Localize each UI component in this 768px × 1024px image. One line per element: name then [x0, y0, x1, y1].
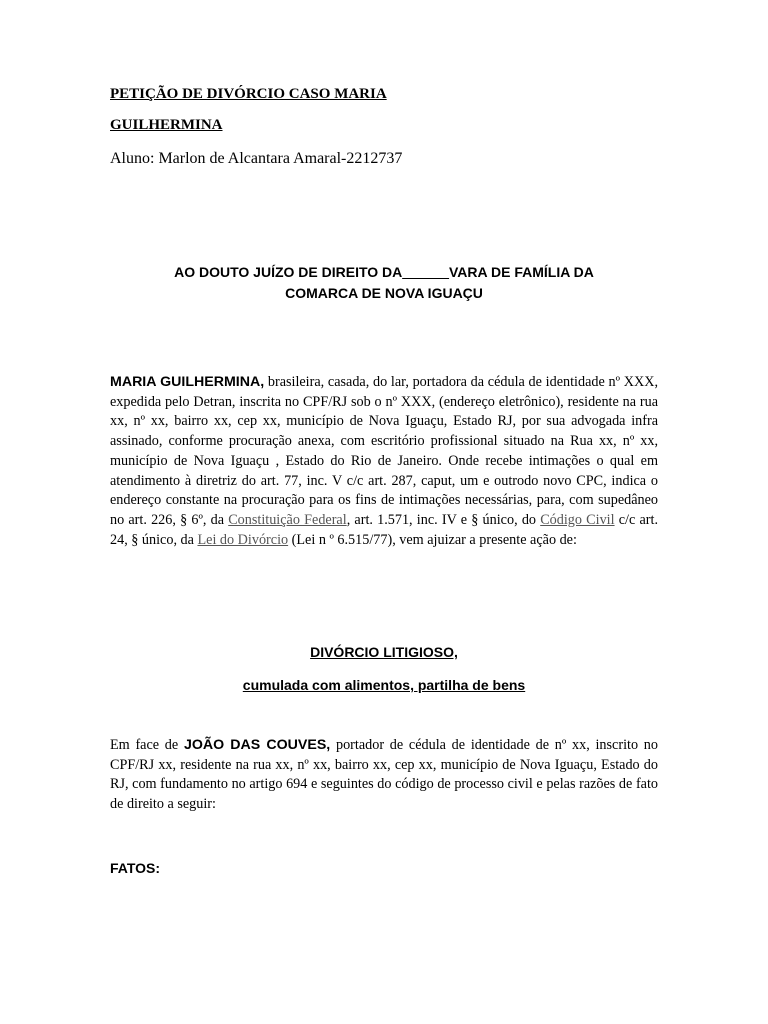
- defendant-prefix: Em face de: [110, 737, 184, 753]
- section-fatos-heading: FATOS:: [110, 860, 161, 876]
- court-address-line2: COMARCA DE NOVA IGUAÇU: [285, 285, 483, 301]
- link-codigo-civil[interactable]: Código Civil: [540, 511, 615, 528]
- link-lei-do-divorcio[interactable]: Lei do Divórcio: [197, 531, 289, 548]
- plaintiff-text-c: c/c art. 24, § único, da: [110, 511, 658, 548]
- action-heading: DIVÓRCIO LITIGIOSO,: [310, 644, 458, 660]
- defendant-paragraph: [110, 736, 658, 815]
- link-constituicao-federal[interactable]: Constituição Federal: [228, 511, 347, 528]
- court-address-part1: AO DOUTO JUÍZO DE DIREITO DA: [174, 264, 403, 280]
- defendant-name: JOÃO DAS COUVES,: [183, 737, 331, 753]
- plaintiff-paragraph: [110, 373, 658, 550]
- court-address-blank: ______: [402, 264, 449, 280]
- plaintiff-text-b: , art. 1.571, inc. IV e § único, do: [346, 511, 541, 528]
- plaintiff-text-d: (Lei n º 6.515/77), vem ajuizar a presente ação de:: [288, 531, 577, 548]
- document-title-line-1: PETIÇÃO DE DIVÓRCIO CASO MARIA: [110, 86, 387, 102]
- action-subheading: cumulada com alimentos, partilha de bens: [242, 677, 526, 693]
- defendant-text: portador de cédula de identidade de nº xx, inscrito no CPF/RJ xx, residente na rua xx, nº xx, bairro xx, cep xx, município de Nova Iguaçu, Estado do RJ, com fundamento no artigo 694 e seguintes do código de processo civil e pelas razões de fato de direito a seguir:: [110, 737, 658, 813]
- plaintiff-name: MARIA GUILHERMINA,: [110, 374, 265, 390]
- court-address-part2: VARA DE FAMÍLIA DA: [448, 264, 594, 280]
- student-name: Aluno: Marlon de Alcantara Amaral-2212737: [110, 150, 403, 167]
- court-address: [110, 262, 658, 304]
- plaintiff-text-a: brasileira, casada, do lar, portadora da cédula de identidade nº XXX, expedida pelo Detran, inscrita no CPF/RJ sob o nº XXX, (endereço eletrônico), residente na rua xx, nº xx, bairro xx, cep xx, município de Nova Iguaçu, Estado RJ, por sua advogada infra assinado, conforme procuração anexa, com escritório profissional situado na Rua xx, nº xx, município de Nova Iguaçu , Estado do Rio de Janeiro. Onde recebe intimações o qual em atendimento à diretriz do art. 77, inc. V c/c art. 287, caput, um e outrodo novo CPC, indica o endereço constante na procuração para os fins de intimações necessárias, para, com supedâneo no art. 226, § 6º, da: [110, 374, 658, 528]
- document-title-line-2: GUILHERMINA: [110, 117, 223, 133]
